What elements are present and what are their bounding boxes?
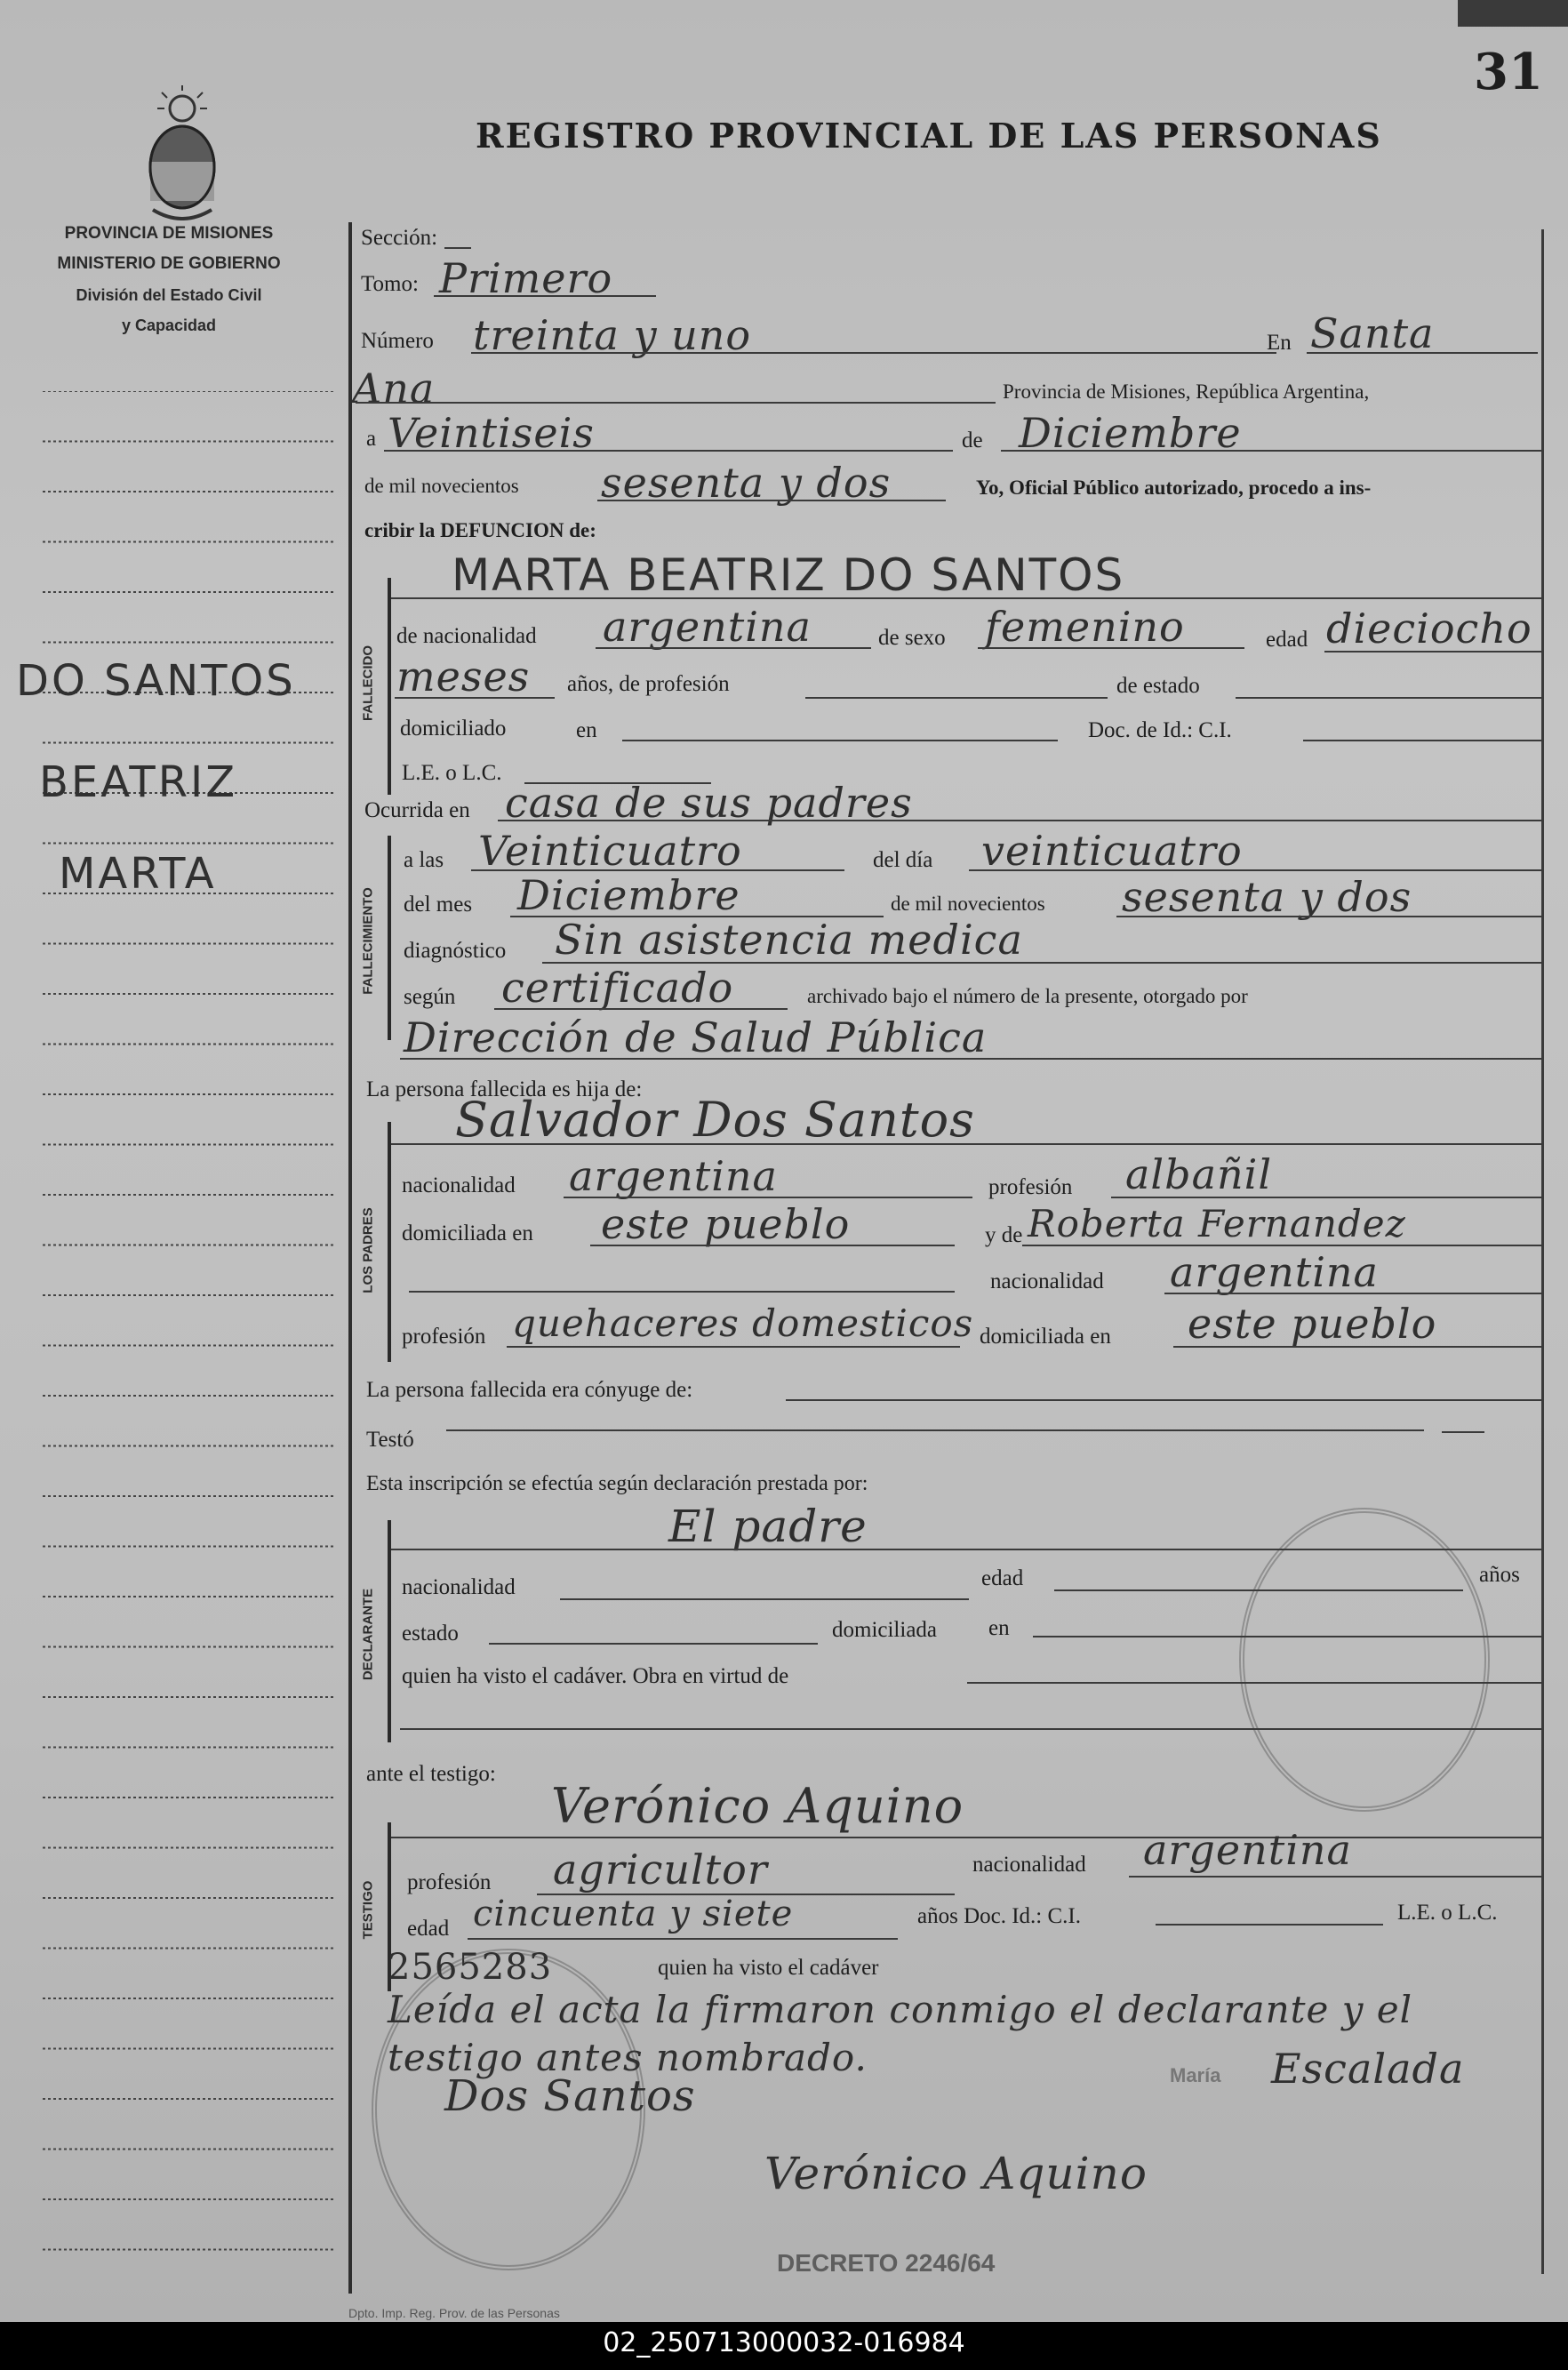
conyuge-line [786,1399,1543,1401]
d-estado-line [489,1643,818,1645]
value-anio: sesenta y dos [601,459,892,507]
label-de-estado: de estado [1116,674,1200,698]
nacionalidad-line [596,647,871,649]
label-en-domicilio: en [576,718,597,742]
doc-line [1303,740,1543,741]
label-de-nacionalidad: de nacionalidad [396,624,537,648]
label-a-las: a las [404,848,444,872]
nombre-line [391,597,1543,599]
margin-second-name: BEATRIZ [39,757,238,807]
value-dia-fallec: veinticuatro [981,827,1243,875]
value-segun: certificado [501,964,734,1012]
t-doc-line [1156,1924,1383,1926]
value-padre: Salvador Dos Santos [455,1092,975,1148]
t-edad-line [468,1938,898,1940]
value-edad2: meses [396,653,531,701]
label-d-en: en [988,1616,1010,1640]
label-del-mes: del mes [404,893,473,917]
label-t-nacionalidad: nacionalidad [972,1853,1086,1877]
value-hora: Veinticuatro [478,827,742,875]
label-testo: Testó [366,1428,414,1452]
padre-profesion-line [1111,1197,1543,1198]
signature-name-label: María [1170,2064,1221,2086]
label-madre-nacionalidad: nacionalidad [990,1269,1104,1293]
declarante-bar [388,1520,391,1742]
coat-of-arms-icon [140,85,224,220]
madre-extra-line [409,1291,955,1293]
label-de-mil: de mil novecientos [364,475,519,497]
official-seal-stamp [1239,1508,1490,1812]
value-nombre: MARTA BEATRIZ DO SANTOS [452,549,1125,601]
label-numero: Número [361,329,434,353]
label-hija-de: La persona fallecida es hija de: [366,1077,643,1101]
madre-line [1022,1245,1543,1246]
fallecido-bar [388,578,391,795]
label-t-profesion: profesión [407,1870,492,1894]
label-padre-nacionalidad: nacionalidad [402,1173,516,1197]
value-dia: Veintiseis [388,409,595,457]
label-a: a [366,427,377,451]
value-madre: Roberta Fernandez [1028,1202,1406,1245]
value-declarante: El padre [668,1501,868,1552]
label-del-dia: del día [873,848,933,872]
otorgado-line [400,1058,1543,1060]
page-number: 31 [1474,43,1543,101]
label-edad: edad [1266,628,1308,652]
label-t-edad: edad [407,1917,450,1941]
label-segun: según [404,985,456,1009]
label-d-estado: estado [402,1621,459,1645]
label-de: de [962,428,983,452]
label-en: En [1267,331,1292,355]
value-madre-profesion: quehaceres domesticos [512,1301,974,1345]
segun-line [494,1008,788,1010]
section-testigo: TESTIGO [360,1880,376,1940]
anio-fallec-line [1116,916,1543,917]
edad2-line [395,697,555,699]
label-seccion: Sección: [361,226,438,250]
label-doc-id: Doc. de Id.: C.I. [1088,718,1232,742]
closing-note-1: Leída el acta la firmaron conmigo el declarante y el [388,1988,1413,2031]
signature-declarante: Dos Santos [444,2071,696,2121]
value-mes: Diciembre [1019,409,1242,457]
label-cribir: cribir la DEFUNCION de: [364,519,596,541]
testo-line [446,1429,1424,1431]
sexo-line [978,647,1244,649]
label-sexo: de sexo [878,626,946,650]
value-madre-nacionalidad: argentina [1170,1248,1379,1296]
label-d-cadaver: quien ha visto el cadáver. Obra en virtud de [402,1664,789,1688]
section-declarante: DECLARANTE [360,1588,376,1681]
label-le-lc: L.E. o L.C. [402,761,502,785]
label-padre-domiciliada: domiciliada en [402,1221,533,1245]
lugar-line2 [356,402,996,404]
label-domiciliado: domiciliado [400,717,507,741]
printer-imprint: Dpto. Imp. Reg. Prov. de las Personas [348,2306,560,2320]
value-madre-domicilio: este pueblo [1188,1300,1437,1348]
label-yo-oficial: Yo, Oficial Público autorizado, procedo a ins- [976,476,1372,499]
label-conyuge: La persona fallecida era cónyuge de: [366,1378,693,1402]
label-madre-profesion: profesión [402,1325,486,1349]
estado-line [1236,697,1543,699]
label-madre-domiciliada: domiciliada en [980,1325,1111,1349]
lugar-line1 [1307,352,1538,354]
tomo-line [434,295,656,297]
label-t-anos-doc: años Doc. Id.: C.I. [917,1904,1081,1928]
madre-domicilio-line [1173,1346,1543,1348]
profesion-line [805,697,1108,699]
t-nacionalidad-line [1129,1876,1543,1878]
label-padre-profesion: profesión [988,1175,1073,1199]
value-numero: treinta y uno [473,311,752,359]
label-archivado: archivado bajo el número de la presente, otorgado por [807,985,1248,1007]
domicilio-line [622,740,1058,741]
value-anio-fallec: sesenta y dos [1122,873,1412,921]
label-d-anos: años [1479,1563,1520,1587]
value-padre-profesion: albañil [1125,1150,1273,1198]
office-capacity: y Capacidad [121,316,217,334]
label-de-mil2: de mil novecientos [891,893,1045,915]
numero-line [471,352,1276,354]
value-tomo: Primero [439,254,613,302]
closing-note-2: testigo antes nombrado. [388,2036,868,2079]
label-t-cadaver: quien ha visto el cadáver [658,1956,879,1980]
mes-line [1001,450,1543,452]
d-nacionalidad-line [560,1598,969,1600]
edad-line [1324,651,1543,653]
value-padre-domicilio: este pueblo [601,1200,851,1248]
value-t-edad: cincuenta y siete [473,1894,794,1934]
section-fallecimiento: FALLECIMIENTO [360,887,376,995]
label-tomo: Tomo: [361,272,419,296]
fallecimiento-bar [388,836,391,1040]
margin-first-name: MARTA [59,849,217,899]
decree-stamp: DECRETO 2246/64 [777,2249,996,2277]
testigo-line [391,1837,1543,1838]
label-y-de: y de [985,1223,1023,1247]
value-lugar2: Ana [352,364,436,412]
value-otorgado-por: Dirección de Salud Pública [404,1013,988,1061]
padre-nacionalidad-line [564,1197,972,1198]
label-ocurrida-en: Ocurrida en [364,798,470,822]
ocurrida-line [498,820,1543,821]
label-ante-testigo: ante el testigo: [366,1762,496,1786]
signature-testigo: Verónico Aquino [764,2148,1148,2199]
testo-line-end [1442,1431,1484,1433]
value-testigo: Verónico Aquino [551,1778,964,1834]
label-provincia: Provincia de Misiones, República Argentina, [1003,380,1370,403]
section-los-padres: LOS PADRES [360,1207,376,1293]
scan-shadow [1458,0,1568,27]
office-division: División del Estado Civil [76,286,262,304]
office-ministry: MINISTERIO DE GOBIERNO [57,254,281,273]
dia-line [384,450,953,452]
image-id-label: 02_250713000032-016984 [603,2327,965,2358]
value-mes-fallec: Diciembre [517,871,740,919]
value-t-nacionalidad: argentina [1143,1826,1352,1874]
padres-bar [388,1122,391,1362]
document-title: REGISTRO PROVINCIAL DE LAS PERSONAS [476,116,1382,156]
label-t-le-lc: L.E. o L.C. [1397,1901,1498,1925]
padre-line [391,1143,1543,1145]
madre-nacionalidad-line [1164,1293,1543,1294]
label-anos-profesion: años, de profesión [567,672,730,696]
value-edad1: dieciocho [1326,605,1532,653]
signature-oficial: Escalada [1271,2045,1465,2093]
value-sexo: femenino [985,603,1185,651]
value-padre-nacionalidad: argentina [569,1152,778,1200]
label-d-edad: edad [981,1566,1024,1590]
margin-surname: DO SANTOS [16,656,296,706]
label-declaracion: Esta inscripción se efectúa según declaración prestada por: [366,1472,868,1495]
form-left-rule [348,222,352,2294]
form-right-rule [1541,229,1544,2274]
value-t-profesion: agricultor [553,1846,768,1894]
value-lugar1: Santa [1310,309,1435,357]
value-t-doc: 2565283 [388,1947,553,1988]
section-fallecido: FALLECIDO [360,645,376,721]
dia-fallec-line [969,869,1543,871]
padre-domicilio-line [590,1245,955,1246]
madre-profesion-line [507,1346,960,1348]
seccion-line [444,247,471,249]
value-nacionalidad: argentina [603,603,812,651]
anio-line [597,500,946,501]
label-d-nacionalidad: nacionalidad [402,1575,516,1599]
office-province: PROVINCIA DE MISIONES [64,224,274,243]
value-diagnostico: Sin asistencia medica [555,916,1023,964]
value-lugar-ocurrida: casa de sus padres [505,779,913,827]
label-diagnostico: diagnóstico [404,939,507,963]
label-d-domiciliada: domiciliada [832,1618,938,1642]
